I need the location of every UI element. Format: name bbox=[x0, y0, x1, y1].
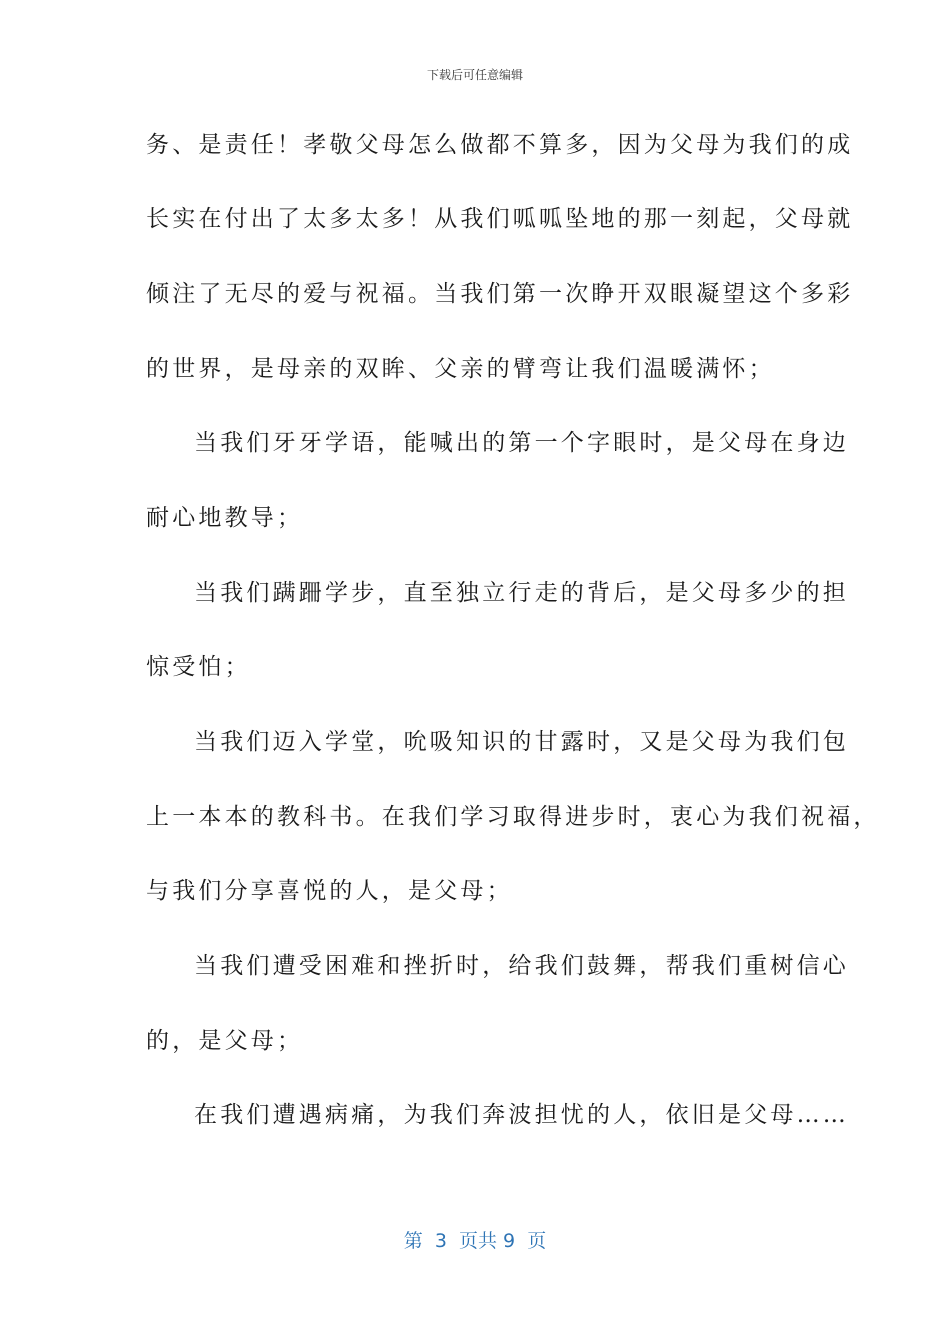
text-line: 惊受怕； bbox=[146, 654, 251, 680]
text-line: 长实在付出了太多太多！从我们呱呱坠地的那一刻起，父母就 bbox=[146, 206, 854, 232]
paragraph-start-line: 当我们迈入学堂，吮吸知识的甘露时，又是父母为我们包 bbox=[194, 729, 849, 755]
paragraph-start-line: 当我们遭受困难和挫折时，给我们鼓舞，帮我们重树信心 bbox=[194, 953, 849, 979]
paragraph-start-line: 当我们牙牙学语，能喊出的第一个字眼时，是父母在身边 bbox=[194, 430, 849, 456]
text-line: 上一本本的教科书。在我们学习取得进步时，衷心为我们祝福， bbox=[146, 804, 880, 830]
text-line: 的，是父母； bbox=[146, 1028, 304, 1054]
page-header: 下载后可任意编辑 bbox=[426, 68, 523, 82]
paragraph-start-line: 当我们蹒跚学步，直至独立行走的背后，是父母多少的担 bbox=[194, 580, 849, 606]
text-line: 倾注了无尽的爱与祝福。当我们第一次睁开双眼凝望这个多彩 bbox=[146, 281, 854, 307]
page-number-footer: 第 3 页共 9 页 bbox=[403, 1230, 547, 1252]
text-line: 的世界，是母亲的双眸、父亲的臂弯让我们温暖满怀； bbox=[146, 356, 775, 382]
paragraph-start-line: 在我们遭遇病痛，为我们奔波担忧的人，依旧是父母…… bbox=[194, 1102, 849, 1128]
text-line: 耐心地教导； bbox=[146, 505, 304, 531]
text-line: 与我们分享喜悦的人，是父母； bbox=[146, 878, 513, 904]
text-line: 务、是责任！孝敬父母怎么做都不算多，因为父母为我们的成 bbox=[146, 132, 854, 158]
